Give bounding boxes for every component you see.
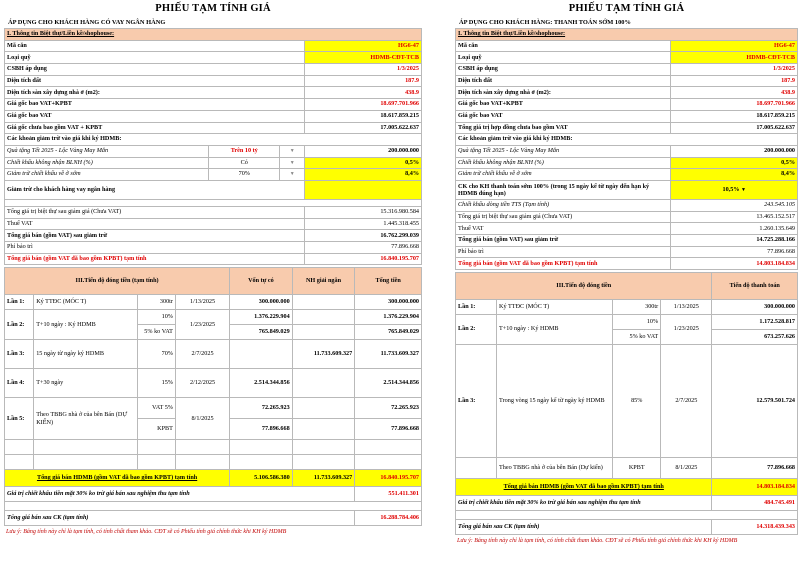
- discount-label: Chiết khấu không nhận BLNH (%): [456, 157, 671, 169]
- cashflow-discount-label: Chiết khấu dòng tiền TTS (Tạm tính): [456, 199, 671, 211]
- cash-discount-value: 551.411.301: [355, 487, 422, 502]
- info-label: Giá gốc bao VAT: [456, 110, 671, 122]
- total-value: 77.896.668: [305, 242, 422, 254]
- col-own-capital: Vốn tự có: [230, 268, 293, 295]
- info-label: Loại quỹ: [456, 52, 671, 64]
- info-label: Diện tích sàn xây dựng nhà ở (m2):: [456, 87, 671, 99]
- payment-row-3: Lần 3: 15 ngày từ ngày ký HDMB 70% 2/7/2025 11.733.609.327 11.733.609.327: [5, 340, 422, 369]
- info-label: Giá gốc bao VAT+KPBT: [456, 99, 671, 111]
- schedule-header: III.Tiến độ đóng tiền: [456, 273, 712, 300]
- payment-row-5b: KPBT 77.896.668 77.896.668: [5, 419, 422, 440]
- sheet-title: PHIẾU TẠM TÍNH GIÁ: [155, 3, 271, 14]
- info-value: 438.9: [671, 87, 798, 99]
- total-label: Tổng giá bán (gồm VAT) sau giảm trừ: [5, 230, 305, 242]
- discount-header: Các khoản giảm trừ vào giá khi ký HDMB:: [5, 134, 422, 146]
- info-label: Giá gốc chưa bao gồm VAT + KPBT: [5, 122, 305, 134]
- info-label: Mã căn: [456, 40, 671, 52]
- total-label: Tổng giá trị biệt thự sau giảm giá (Chưa VAT): [456, 211, 671, 223]
- final-total-label: Tổng giá bán sau CK (tạm tính): [456, 520, 712, 535]
- total-value: 77.896.668: [671, 246, 798, 258]
- payment-row-4: Lần 4: T+30 ngày 15% 2/12/2025 2.514.344.856 2.514.344.856: [5, 369, 422, 398]
- info-label: Diện tích đất: [5, 75, 305, 87]
- cash-discount-value: 484.745.491: [712, 496, 798, 511]
- info-label: CSBH áp dụng: [456, 64, 671, 76]
- payment-row-2b: 5% ko VAT 673.257.626: [456, 330, 798, 345]
- info-value: HG6-47: [671, 40, 798, 52]
- info-value: 17.005.622.637: [305, 122, 422, 134]
- total-value: 16.762.299.039: [305, 230, 422, 242]
- payment-row-3: Lần 3: Trong vòng 15 ngày kể từ ngày ký HDMB 85% 2/7/2025 12.579.501.724: [456, 345, 798, 458]
- payment-row-5a: Lần 5: Theo TBBG nhà ở của bên Bán (DỰ KIẾN) VAT 5% 8/1/2025 72.265.923 72.265.923: [5, 398, 422, 419]
- price-sheet-bank-loan: [4, 0, 422, 538]
- section-header: I. Thông tin Biệt thự/Liền kề/shophouse:: [456, 29, 798, 41]
- info-value: 17.005.622.637: [671, 122, 798, 134]
- grand-total-value: 16.840.195.707: [305, 253, 422, 265]
- col-payment-progress: Tiến độ thanh toán: [712, 273, 798, 300]
- grand-total-label: Tổng giá bán (gồm VAT đã bao gồm KPBT) tạm tính: [5, 253, 305, 265]
- info-table: [4, 28, 422, 265]
- cashflow-discount-value: 243.545.105: [671, 199, 798, 211]
- info-value: 1/3/2025: [305, 64, 422, 76]
- info-label: CSBH áp dụng: [5, 64, 305, 76]
- payment-total-row: Tổng giá bán HDMB (gồm VAT đã bao gồm KPBT) tạm tính 5.106.586.380 11.733.609.327 16.840.195.707: [5, 470, 422, 487]
- info-value: HDMB-CĐT-TCB: [305, 52, 422, 64]
- col-total: Tổng tiền: [355, 268, 422, 295]
- total-label: Tổng giá trị biệt thự sau giảm giá (Chưa VAT): [5, 206, 305, 218]
- payment-row-4: Theo TBBG nhà ở của bên Bán (Dự kiến) KPBT 8/1/2025 77.896.668: [456, 458, 798, 479]
- total-value: 1.260.135.649: [671, 223, 798, 235]
- discount-label: Quà tặng Tết 2025 - Lộc Vàng May Mắn: [5, 145, 209, 157]
- info-label: Giá gốc bao VAT+KPBT: [5, 99, 305, 111]
- info-label: Giá gốc bao VAT: [5, 110, 305, 122]
- info-label: Mã căn: [5, 40, 305, 52]
- payment-row-2a: Lần 2: T+10 ngày : Ký HDMB 10% 1/23/2025 1.376.229.904 1.376.229.904: [5, 310, 422, 325]
- info-value: 18.697.701.966: [305, 99, 422, 111]
- total-value: 14.725.288.166: [671, 235, 798, 247]
- payment-row-2a: Lần 2: T+10 ngày : Ký HDMB 10% 1/23/2025 1.172.528.817: [456, 315, 798, 330]
- discount-value: 8,4%: [671, 169, 798, 181]
- final-total-value: 14.318.439.343: [712, 520, 798, 535]
- info-value: 187.9: [671, 75, 798, 87]
- total-label: Tổng giá bán (gồm VAT) sau giảm trừ: [456, 235, 671, 247]
- info-value: HG6-47: [305, 40, 422, 52]
- final-total-value: 16.288.784.406: [355, 511, 422, 526]
- info-value: 18.617.859.215: [671, 110, 798, 122]
- bank-discount-label: Giảm trừ cho khách hàng vay ngân hàng: [5, 180, 305, 199]
- payment-row-1: Lần 1: Ký TTĐC (MÓC T) 300tr 1/13/2025 300.000.000: [456, 300, 798, 315]
- final-total-label: Tổng giá bán sau CK (tạm tính): [5, 511, 355, 526]
- cash-discount-label: Giá trị chiết khấu tiền mặt 30% ko trừ giá bán sau nghiệm thu tạm tính: [5, 487, 355, 502]
- discount-option-select[interactable]: Có: [209, 157, 280, 169]
- chevron-down-icon[interactable]: ▼: [280, 145, 305, 157]
- section-header: I. Thông tin Biệt thự/Liền kề/shophouse:: [5, 29, 422, 41]
- cash-discount-label: Giá trị chiết khấu tiền mặt 30% ko trừ giá bán sau nghiệm thu tạm tính: [456, 496, 712, 511]
- discount-label: Giảm trừ chiết khấu về ở sớm: [5, 169, 209, 181]
- payment-row-1: Lần 1: Ký TTĐC (MÓC T) 300tr 1/13/2025 300.000.000 300.000.000: [5, 295, 422, 310]
- info-value: HDMB-CĐT-TCB: [671, 52, 798, 64]
- payment-schedule-table: [4, 267, 422, 526]
- bank-discount-input[interactable]: [305, 180, 422, 199]
- grand-total-label: Tổng giá bán (gồm VAT đã bao gồm KPBT) tạm tính: [456, 258, 671, 270]
- info-value: 187.9: [305, 75, 422, 87]
- info-label: Tổng giá trị hợp đồng chưa bao gồm VAT: [456, 122, 671, 134]
- total-label: Thuế VAT: [456, 223, 671, 235]
- discount-option-select[interactable]: Trên 10 tỷ: [209, 145, 280, 157]
- total-value: 1.445.318.455: [305, 218, 422, 230]
- payment-schedule-table: [455, 272, 798, 535]
- chevron-down-icon[interactable]: ▼: [741, 187, 746, 193]
- discount-label: Quà tặng Tết 2025 - Lộc Vàng May Mắn: [456, 145, 671, 157]
- total-value: 13.465.152.517: [671, 211, 798, 223]
- chevron-down-icon[interactable]: ▼: [280, 157, 305, 169]
- col-bank-disburse: NH giải ngân: [292, 268, 355, 295]
- sheet-subtitle: ÁP DỤNG CHO KHÁCH HÀNG: THANH TOÁN SỚM 100%: [459, 19, 631, 26]
- info-value: 18.617.859.215: [305, 110, 422, 122]
- schedule-header: III.Tiến độ đóng tiền (tạm tính): [5, 268, 230, 295]
- info-table: [455, 28, 798, 270]
- early-payment-discount-label: CK cho KH thanh toán sớm 100% (trong 15 ngày kể từ ngày đến hạn ký HDMB đúng hạn): [456, 180, 671, 199]
- discount-value: 200.000.000: [305, 145, 422, 157]
- total-label: Phí bảo trì: [5, 242, 305, 254]
- early-payment-discount-select[interactable]: 10,5% ▼: [671, 180, 798, 199]
- info-label: Diện tích đất: [456, 75, 671, 87]
- discount-value: 8,4%: [305, 169, 422, 181]
- discount-label: Giảm trừ chiết khấu về ở sớm: [456, 169, 671, 181]
- sheet-title: PHIẾU TẠM TÍNH GIÁ: [568, 3, 685, 14]
- grand-total-value: 14.803.184.834: [671, 258, 798, 270]
- disclaimer-note: Lưu ý: Bảng tính này chỉ là tạm tính, có tính chất tham khảo. CĐT sẽ có Phiếu tính giá chính thức khi KH ký HDMB: [457, 538, 738, 545]
- discount-value: 0,5%: [671, 157, 798, 169]
- total-value: 15.316.980.584: [305, 206, 422, 218]
- discount-header: Các khoản giảm trừ vào giá khi ký HDMB:: [456, 134, 798, 146]
- payment-total-row: Tổng giá bán HDMB (gồm VAT đã bao gồm KPBT) tạm tính 14.803.184.834: [456, 479, 798, 496]
- discount-value: 200.000.000: [671, 145, 798, 157]
- discount-value: 0,5%: [305, 157, 422, 169]
- info-label: Diện tích sàn xây dựng nhà ở (m2):: [5, 87, 305, 99]
- payment-row-2b: 5% ko VAT 765.849.029 765.849.029: [5, 325, 422, 340]
- info-label: Loại quỹ: [5, 52, 305, 64]
- chevron-down-icon[interactable]: ▼: [280, 169, 305, 181]
- total-label: Thuế VAT: [5, 218, 305, 230]
- info-value: 1/3/2025: [671, 64, 798, 76]
- sheet-subtitle: ÁP DỤNG CHO KHÁCH HÀNG CÓ VAY NGÂN HÀNG: [8, 19, 166, 26]
- discount-option-select[interactable]: 70%: [209, 169, 280, 181]
- total-label: Phí bảo trì: [456, 246, 671, 258]
- discount-label: Chiết khấu không nhận BLNH (%): [5, 157, 209, 169]
- disclaimer-note: Lưu ý: Bảng tính này chỉ là tạm tính, có tính chất tham khảo. CĐT sẽ có Phiếu tính giá chính thức khi KH ký HDMB: [6, 529, 287, 536]
- info-value: 438.9: [305, 87, 422, 99]
- info-value: 18.697.701.966: [671, 99, 798, 111]
- price-sheet-early-payment: [455, 0, 798, 547]
